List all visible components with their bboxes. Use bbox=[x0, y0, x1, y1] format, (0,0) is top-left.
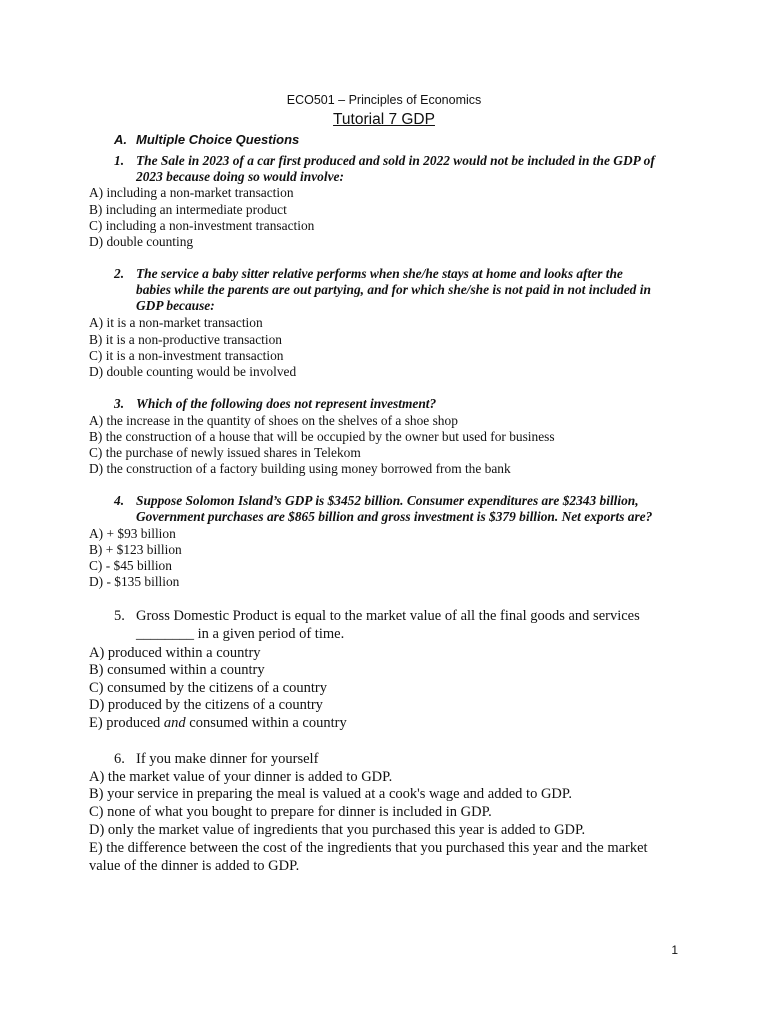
option-d: D) only the market value of ingredients that you purchased this year is added to GDP. bbox=[89, 822, 586, 838]
option-b: B) consumed within a country bbox=[89, 662, 265, 678]
question-text-line: Which of the following does not represent investment? bbox=[136, 396, 437, 411]
option-a: A) including a non-market transaction bbox=[89, 185, 294, 200]
course-title: ECO501 – Principles of Economics bbox=[286, 93, 482, 107]
question-5 bbox=[114, 608, 674, 644]
question-text-line: Government purchases are $865 billion and gross investment is $379 billion. Net exports are? bbox=[136, 509, 653, 524]
question-text-line: GDP because: bbox=[136, 298, 215, 313]
option-a: A) it is a non-market transaction bbox=[89, 315, 263, 330]
question-text-line: The Sale in 2023 of a car first produced and sold in 2022 would not be included in the GDP of bbox=[136, 153, 655, 168]
question-text-line: 2023 because doing so would involve: bbox=[136, 169, 344, 184]
option-e-prefix: E) produced bbox=[89, 715, 164, 731]
question-number: 1. bbox=[114, 153, 125, 168]
option-a: A) produced within a country bbox=[89, 645, 261, 661]
question-text-line: The service a baby sitter relative performs when she/he stays at home and looks after the bbox=[136, 266, 623, 281]
question-6 bbox=[114, 751, 674, 769]
question-number: 4. bbox=[114, 493, 125, 508]
question-4 bbox=[114, 493, 674, 525]
option-d: D) produced by the citizens of a country bbox=[89, 697, 323, 713]
option-b: B) including an intermediate product bbox=[89, 202, 287, 217]
question-2 bbox=[114, 266, 674, 314]
option-d: D) - $135 billion bbox=[89, 574, 180, 589]
page-title: Tutorial 7 GDP bbox=[333, 111, 435, 128]
option-d: D) the construction of a factory building using money borrowed from the bank bbox=[89, 461, 511, 476]
section-letter: A. bbox=[114, 132, 127, 147]
question-number: 5. bbox=[114, 608, 125, 624]
question-number: 2. bbox=[114, 266, 125, 281]
question-text-line: babies while the parents are out partying, and for which she/she is not paid in not included in bbox=[136, 282, 651, 297]
option-e-suffix: consumed within a country bbox=[185, 715, 347, 731]
section-heading bbox=[114, 132, 299, 147]
option-c: C) the purchase of newly issued shares in Telekom bbox=[89, 445, 361, 460]
option-c: C) - $45 billion bbox=[89, 558, 172, 573]
question-number: 3. bbox=[114, 396, 125, 411]
option-c: C) including a non-investment transaction bbox=[89, 218, 315, 233]
option-a: A) the market value of your dinner is added to GDP. bbox=[89, 769, 393, 785]
option-b: B) + $123 billion bbox=[89, 542, 182, 557]
option-e bbox=[89, 715, 347, 732]
option-a: A) + $93 billion bbox=[89, 526, 176, 541]
option-d: D) double counting bbox=[89, 234, 194, 249]
section-title: Multiple Choice Questions bbox=[136, 132, 300, 147]
question-text-line: Suppose Solomon Island’s GDP is $3452 billion. Consumer expenditures are $2343 billion, bbox=[136, 493, 639, 508]
option-c: C) none of what you bought to prepare for dinner is included in GDP. bbox=[89, 804, 492, 820]
question-text-line: Gross Domestic Product is equal to the market value of all the final goods and services bbox=[136, 608, 640, 624]
question-text-line: If you make dinner for yourself bbox=[136, 751, 319, 767]
option-c: C) consumed by the citizens of a country bbox=[89, 680, 327, 696]
option-e-continued: value of the dinner is added to GDP. bbox=[89, 858, 300, 874]
page-number: 1 bbox=[671, 943, 678, 957]
question-text-line: ________ in a given period of time. bbox=[136, 626, 345, 642]
option-e: E) the difference between the cost of the ingredients that you purchased this year and the market bbox=[89, 840, 648, 856]
question-1 bbox=[114, 153, 674, 185]
question-3 bbox=[114, 396, 674, 412]
option-e-emphasis: and bbox=[163, 715, 186, 731]
option-d: D) double counting would be involved bbox=[89, 364, 297, 379]
option-a: A) the increase in the quantity of shoes on the shelves of a shoe shop bbox=[89, 413, 458, 428]
question-number: 6. bbox=[114, 751, 125, 767]
option-c: C) it is a non-investment transaction bbox=[89, 348, 284, 363]
option-b: B) the construction of a house that will be occupied by the owner but used for business bbox=[89, 429, 555, 444]
option-b: B) your service in preparing the meal is valued at a cook's wage and added to GDP. bbox=[89, 786, 572, 802]
option-b: B) it is a non-productive transaction bbox=[89, 332, 283, 347]
